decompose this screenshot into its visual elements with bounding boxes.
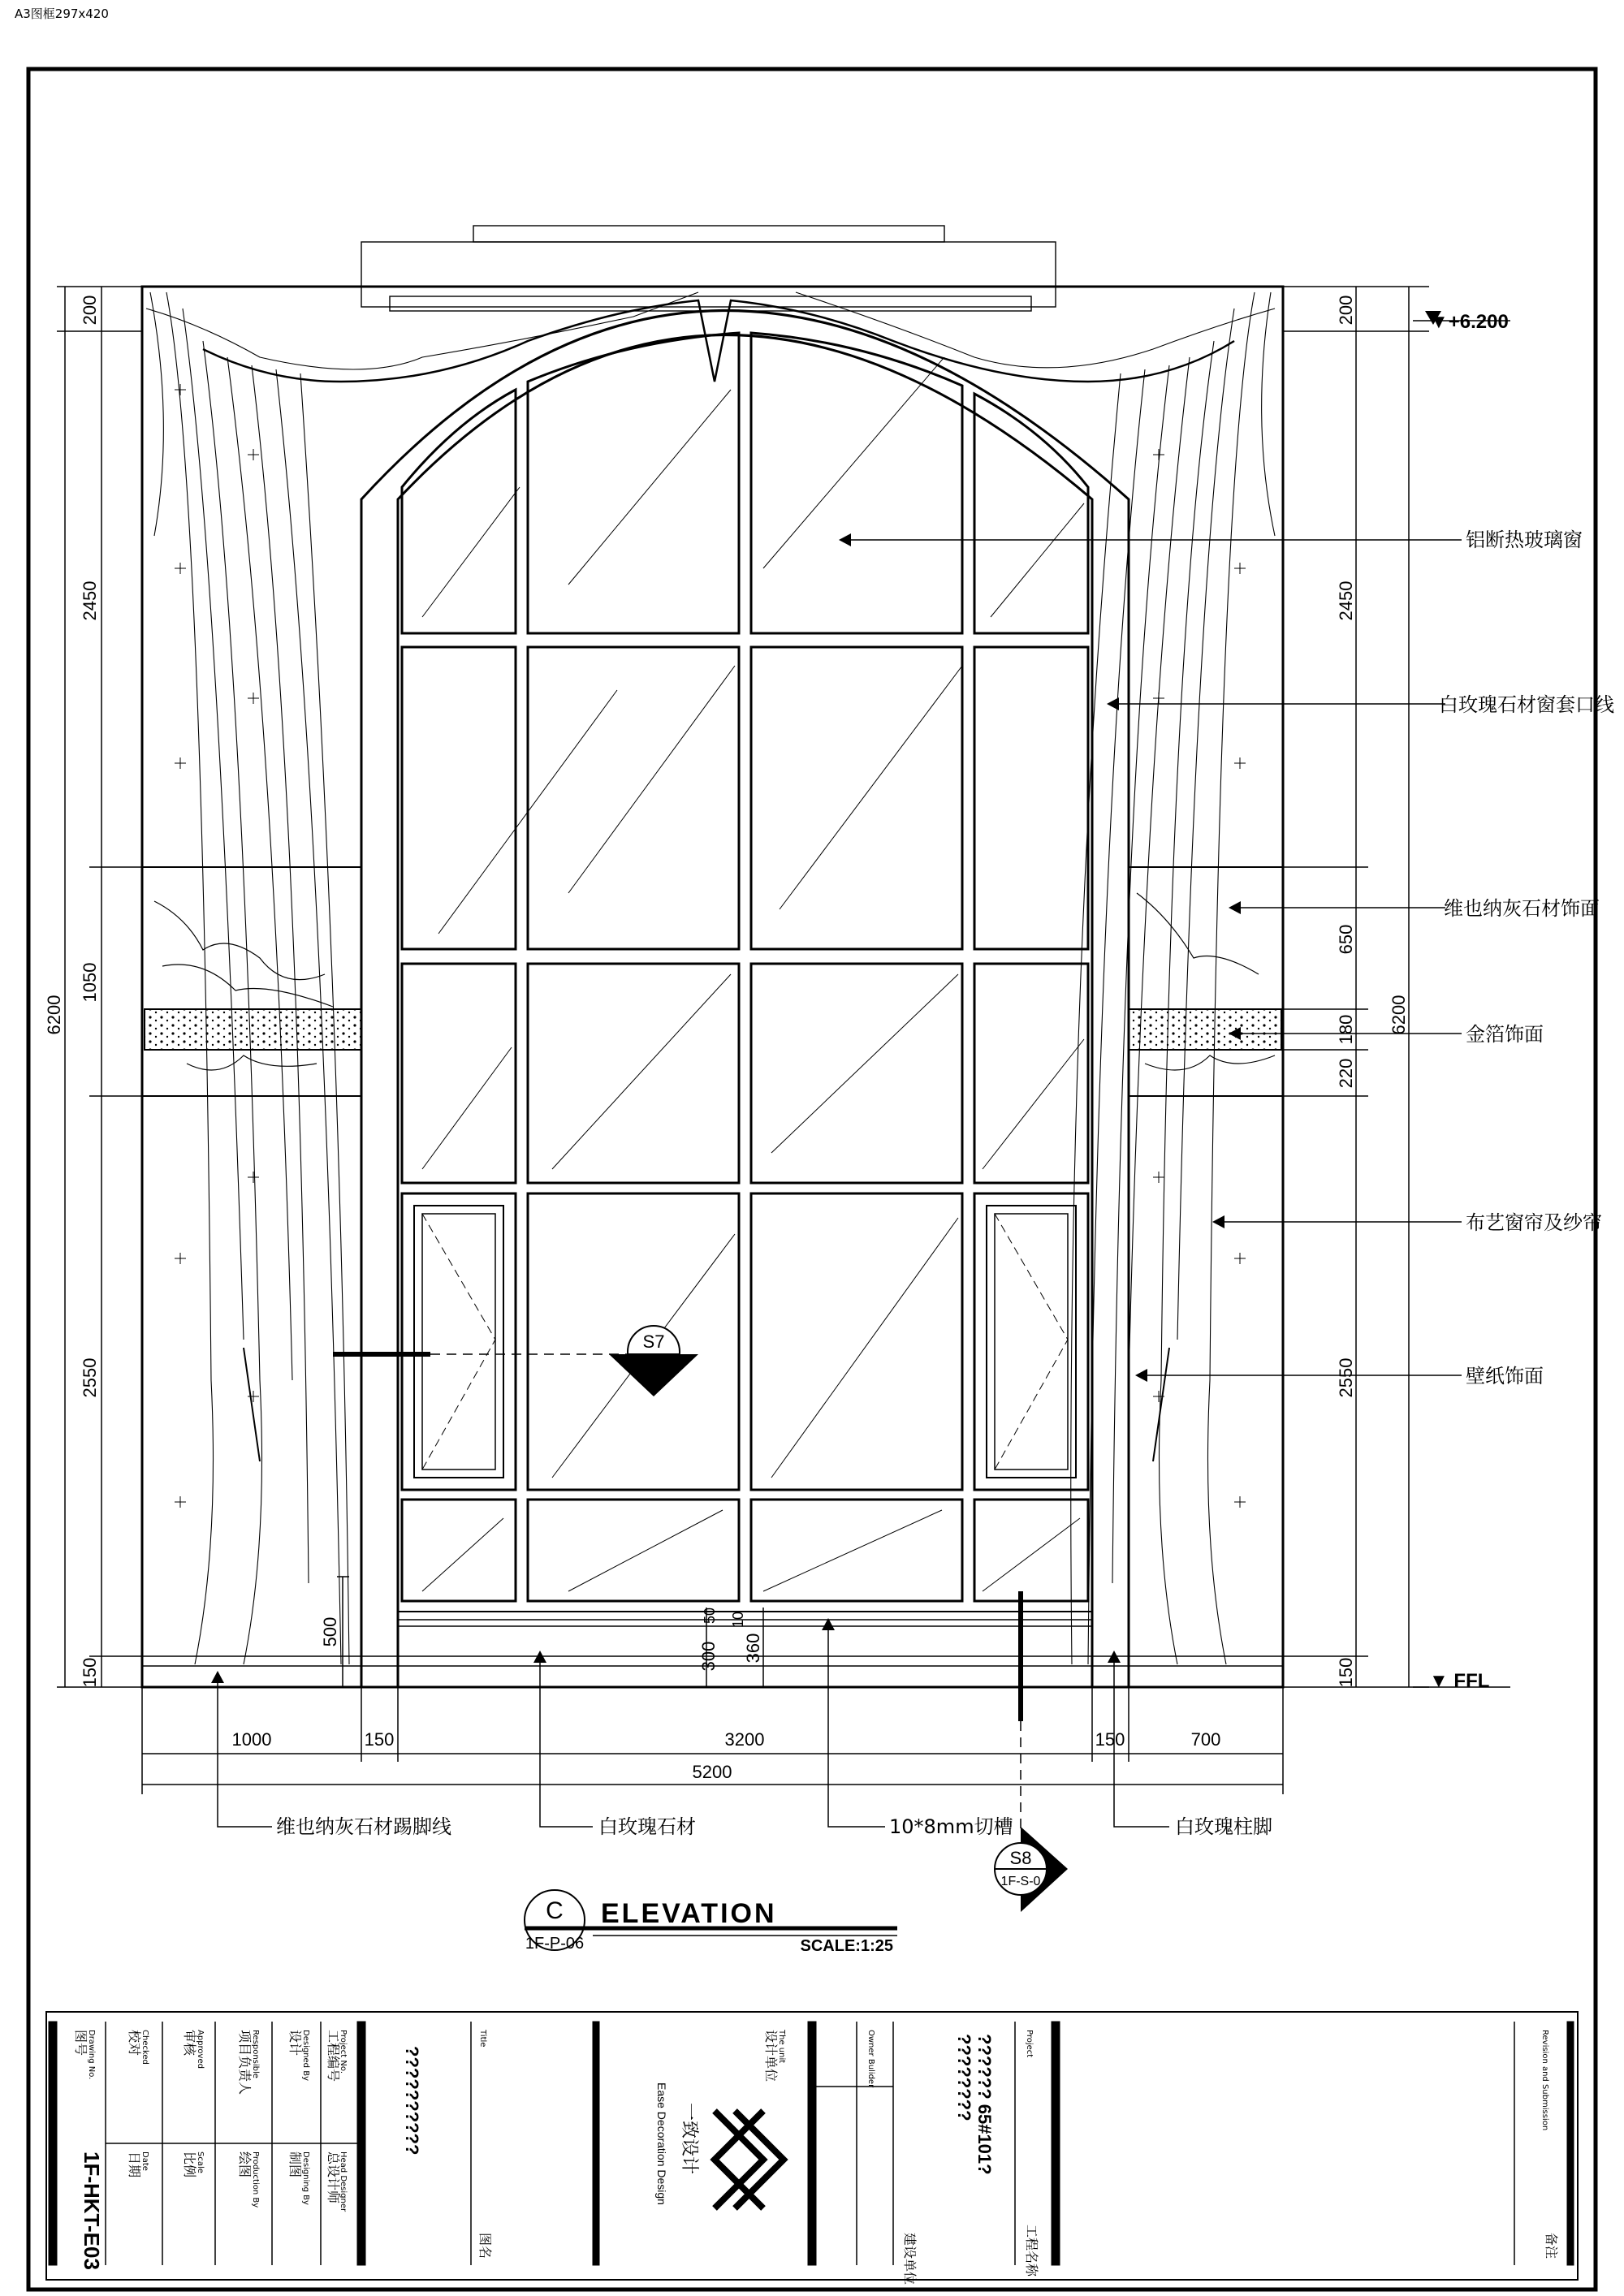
responsible-label-en: Responsible [251, 2030, 260, 2078]
dim-bottom-150a: 150 [364, 1729, 395, 1750]
project-value-2: ???????? [954, 2034, 974, 2121]
window-panes [402, 333, 1088, 1601]
dim-right-650: 650 [1336, 924, 1356, 955]
title-letter: C [546, 1897, 564, 1924]
design-center-label-en: The unit [777, 2030, 786, 2064]
dim-right-220: 220 [1336, 1058, 1356, 1089]
callout-window-casing: 白玫瑰石材窗套口线 [1439, 693, 1614, 716]
dim-bottom-150b: 150 [1095, 1729, 1125, 1750]
sheet-frame-label: A3图框297x420 [15, 6, 109, 21]
dim-bottom-1000: 1000 [231, 1729, 272, 1750]
dimension-labels-left [44, 296, 340, 1688]
dim-left-500: 500 [320, 1616, 340, 1647]
section-marker-s8 [995, 1591, 1068, 1912]
section-s7-id: S7 [642, 1331, 665, 1352]
dim-right-150: 150 [1336, 1657, 1356, 1688]
production-label: 绘图 [237, 2151, 253, 2178]
callout-arrowheads-bottom [211, 1618, 1121, 1683]
drawing-no-label-en: Drawing No. [87, 2030, 96, 2080]
drawing-border [28, 69, 1596, 2290]
wallpaper-pattern [175, 384, 1246, 1508]
production-label-en: Production By [251, 2151, 260, 2208]
designed-label-en: Designed By [301, 2030, 310, 2081]
window-casing [361, 311, 1129, 1688]
scale-label: 比例 [182, 2151, 197, 2178]
drawing-title-value: ?????????? [402, 2046, 422, 2156]
dimension-labels-bottom [232, 1608, 1221, 1782]
project-label-en: Project [1025, 2030, 1034, 2058]
stone-band [142, 867, 1283, 1096]
level-top: ▼+6.200 [1429, 311, 1509, 333]
company-logo [715, 2111, 784, 2208]
head-designer-label-en: Head Designer [339, 2151, 348, 2212]
dim-left-200: 200 [80, 295, 100, 326]
callout-wallpaper: 壁纸饰面 [1466, 1365, 1544, 1388]
cornice [361, 226, 1056, 311]
dim-right-2550: 2550 [1336, 1357, 1356, 1398]
wall-outline [142, 287, 1283, 1687]
date-label-en: Date [140, 2151, 149, 2171]
section-s7-ref: 1F-S-0 [633, 1357, 674, 1371]
dim-right-2450: 2450 [1336, 580, 1356, 621]
dim-bottom-3200: 3200 [724, 1729, 765, 1750]
approved-label-en: Approved [196, 2030, 205, 2069]
callout-curtains: 布艺窗帘及纱帘 [1466, 1211, 1602, 1234]
title-label-en: Title [478, 2030, 487, 2048]
callout-arrowheads-right [839, 533, 1241, 1382]
dimension-labels-right [1336, 296, 1409, 1688]
dim-sill-10: 10 [730, 1611, 746, 1629]
responsible-label: 项目负责人 [237, 2030, 253, 2095]
callout-column-base: 白玫瑰柱脚 [1175, 1815, 1272, 1838]
dim-left-2550: 2550 [80, 1357, 100, 1398]
dim-right-200: 200 [1336, 295, 1356, 326]
drawing-title [525, 1890, 897, 1955]
callout-groove: 10*8mm切槽 [889, 1815, 1013, 1838]
checked-label-en: Checked [140, 2030, 149, 2065]
callout-vienna-gray-stone: 维也纳灰石材饰面 [1444, 897, 1600, 920]
owner-label: 建设单位 [902, 2233, 918, 2285]
title-scale: SCALE:1:25 [800, 1937, 893, 1955]
dim-left-1050: 1050 [80, 962, 100, 1003]
date-label: 日期 [127, 2151, 142, 2178]
checked-label: 校对 [127, 2030, 142, 2056]
design-center-label: 设计单位 [763, 2030, 779, 2082]
dim-right-180: 180 [1336, 1014, 1356, 1045]
elevation-drawing [142, 226, 1283, 1687]
company-name-cn: 一致设计 [679, 2103, 699, 2175]
title-label: 图名 [477, 2233, 493, 2259]
project-no-label-en: Project No. [339, 2030, 348, 2074]
dim-left-2450: 2450 [80, 580, 100, 621]
title-ref: 1F-P-06 [525, 1935, 585, 1953]
project-label: 工程名称 [1024, 2225, 1039, 2277]
dimensions-left [57, 287, 349, 1687]
callout-leaders-right [840, 540, 1462, 1375]
dim-right-total: 6200 [1389, 995, 1409, 1035]
title-name: ELEVATION [601, 1898, 777, 1929]
remarks-label: 备注 [1544, 2233, 1559, 2259]
dim-bottom-total: 5200 [692, 1762, 732, 1782]
scale-label-en: Scale [196, 2151, 205, 2173]
drawing-number: 1F-HKT-E03 [80, 2151, 104, 2270]
callout-gold-leaf: 金箔饰面 [1466, 1023, 1544, 1046]
project-no-label: 工程编号 [326, 2030, 341, 2082]
remarks-label-en: Revision and Submission [1540, 2030, 1549, 2131]
dimensions-right [1283, 287, 1510, 1687]
dim-sill-50: 50 [702, 1607, 718, 1625]
callout-aluminum-window: 铝断热玻璃窗 [1466, 529, 1583, 551]
company-name-en: Ease Decoration Design [655, 2082, 668, 2205]
section-s8-ref: 1F-S-0 [1000, 1875, 1041, 1888]
designed-label: 设计 [287, 2030, 303, 2056]
curtains [146, 292, 1275, 1664]
callout-vienna-baseboard: 维也纳灰石材踢脚线 [276, 1815, 451, 1838]
designing-label-en: Designing By [301, 2151, 310, 2205]
callout-labels-right [1439, 529, 1614, 1388]
approved-label: 审核 [182, 2030, 197, 2056]
project-value-1: ?????? 65#101? [974, 2034, 995, 2175]
callout-white-rose-stone: 白玫瑰石材 [598, 1815, 696, 1838]
drawing-no-label: 图号 [73, 2030, 89, 2056]
title-block [49, 2022, 1574, 2265]
dim-left-150: 150 [80, 1657, 100, 1688]
level-ffl: ▼ FFL [1429, 1670, 1490, 1692]
head-designer-label: 总设计师 [326, 2151, 341, 2204]
designing-label: 制图 [287, 2151, 303, 2178]
section-s8-id: S8 [1009, 1848, 1032, 1868]
dim-left-total: 6200 [44, 995, 64, 1035]
owner-label-en: Owner Bulider [866, 2030, 875, 2088]
dim-sill-300: 300 [698, 1641, 719, 1672]
dim-bottom-700: 700 [1190, 1729, 1221, 1750]
dim-sill-360: 360 [743, 1633, 763, 1664]
glass-hatch [422, 341, 1084, 1591]
